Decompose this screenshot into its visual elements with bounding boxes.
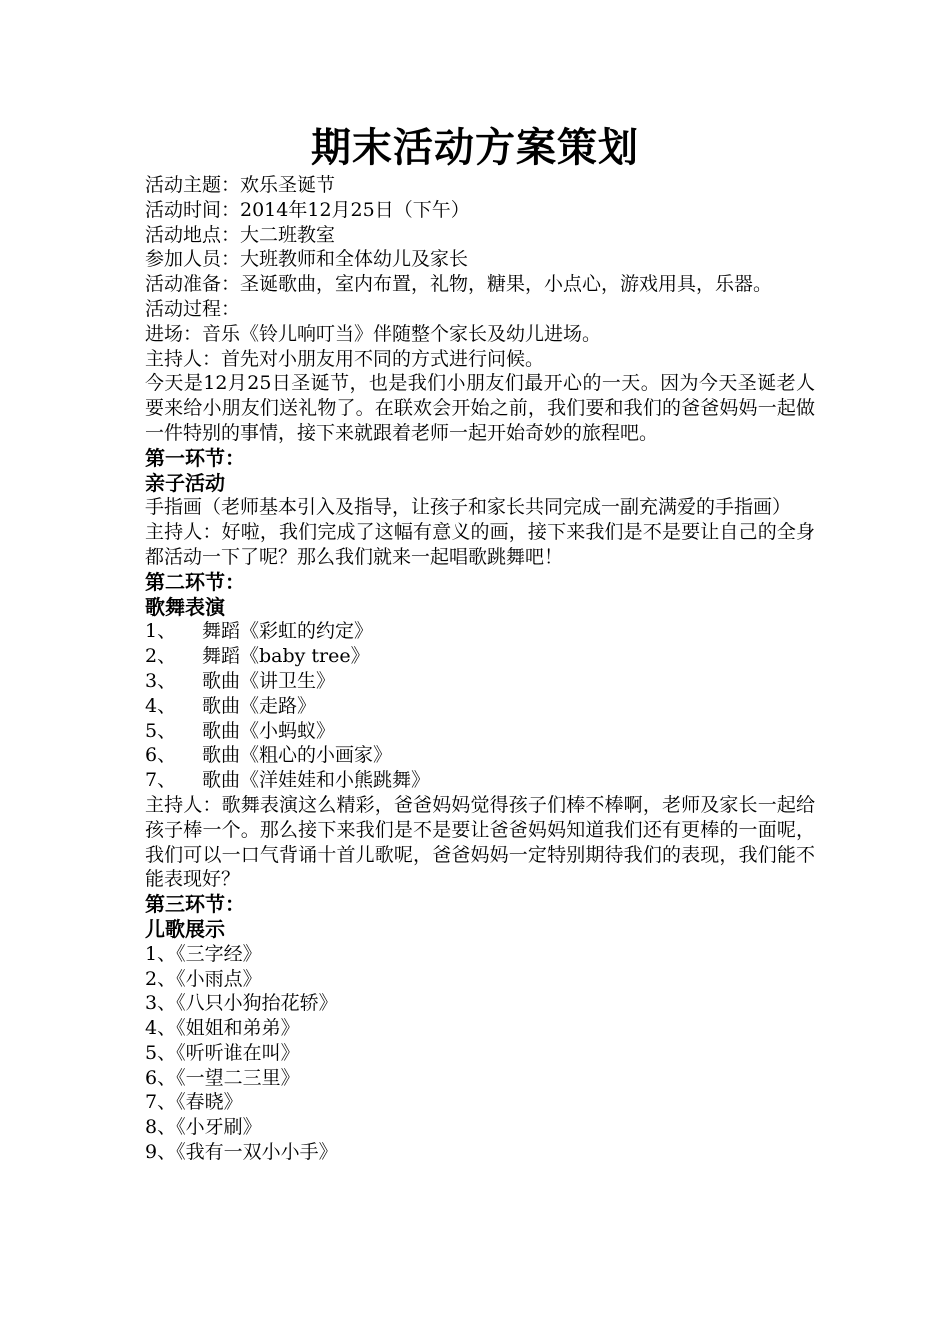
entrance-text: 进场：音乐《铃儿响叮当》伴随整个家长及幼儿进场。	[145, 322, 602, 345]
list-item: 6、《一望二三里》	[145, 1066, 300, 1089]
list-item-text: 歌曲《讲卫生》	[202, 669, 336, 692]
host-greeting: 主持人：首先对小朋友用不同的方式进行问候。	[145, 347, 545, 370]
list-item	[145, 669, 815, 694]
activity-process-label: 活动过程：	[145, 297, 241, 320]
list-item-number: 3、	[145, 669, 177, 692]
section1-name: 亲子活动	[145, 470, 225, 495]
list-item: 4、《姐姐和弟弟》	[145, 1017, 300, 1040]
section3-name: 儿歌展示	[145, 916, 225, 941]
list-item-text: 歌曲《洋娃娃和小熊跳舞》	[202, 769, 431, 792]
document-title: 期末活动方案策划	[311, 125, 639, 171]
list-item-number: 6、	[145, 744, 177, 767]
list-item-text: 舞蹈《彩虹的约定》	[202, 620, 374, 643]
section2-name: 歌舞表演	[145, 594, 225, 619]
intro-speech: 今天是12月25日圣诞节，也是我们小朋友们最开心的一天。因为今天圣诞老人要来给小朋友们送礼物了。在联欢会开始之前，我们要和我们的爸爸妈妈一起做一件特别的事情，接下来就跟着老师一起开始奇妙的旅程吧。	[145, 372, 815, 444]
nursery-rhyme-list	[145, 942, 815, 1165]
list-item: 5、《听听谁在叫》	[145, 1041, 300, 1064]
section2-heading: 第二环节：	[145, 569, 245, 594]
list-item: 8、《小牙刷》	[145, 1116, 262, 1139]
list-item-number: 5、	[145, 719, 177, 742]
list-item	[145, 743, 815, 768]
section2-host: 主持人：歌舞表演这么精彩，爸爸妈妈觉得孩子们棒不棒啊，老师及家长一起给孩子棒一个。那么接下来我们是不是要让爸爸妈妈知道我们还有更棒的一面呢，我们可以一口气背诵十首儿歌呢，爸爸妈妈一定特别期待我们的表现，我们能不能表现好？	[145, 793, 815, 891]
activity-time: 活动时间：2014年12月25日（下午）	[145, 198, 470, 221]
list-item-number: 2、	[145, 645, 177, 668]
list-item	[145, 644, 815, 669]
list-item: 2、《小雨点》	[145, 967, 262, 990]
list-item: 1、《三字经》	[145, 942, 262, 965]
document-body	[145, 173, 815, 1165]
section1-heading: 第一环节：	[145, 445, 245, 470]
list-item	[145, 719, 815, 744]
list-item: 7、《春晓》	[145, 1091, 243, 1114]
activity-preparation: 活动准备：圣诞歌曲，室内布置，礼物，糖果，小点心，游戏用具，乐器。	[145, 273, 773, 296]
activity-place: 活动地点：大二班教室	[145, 223, 336, 246]
list-item: 9、《我有一双小小手》	[145, 1141, 338, 1164]
list-item	[145, 619, 815, 644]
list-item-text: 歌曲《粗心的小画家》	[202, 744, 393, 767]
list-item-text: 歌曲《小蚂蚁》	[202, 719, 336, 742]
list-item-number: 4、	[145, 694, 177, 717]
list-item-text: 舞蹈《baby tree》	[202, 645, 370, 668]
performance-list	[145, 619, 815, 793]
list-item-text: 歌曲《走路》	[202, 694, 317, 717]
list-item: 3、《八只小狗抬花轿》	[145, 992, 338, 1015]
list-item-number: 7、	[145, 769, 177, 792]
list-item	[145, 768, 815, 793]
section3-heading: 第三环节：	[145, 892, 245, 917]
list-item	[145, 694, 815, 719]
activity-participants: 参加人员：大班教师和全体幼儿及家长	[145, 248, 469, 271]
section1-host: 主持人：好啦，我们完成了这幅有意义的画，接下来我们是不是要让自己的全身都活动一下了呢？那么我们就来一起唱歌跳舞吧！	[145, 521, 815, 568]
section1-description: 手指画（老师基本引入及指导，让孩子和家长共同完成一副充满爱的手指画）	[145, 496, 792, 519]
activity-theme: 活动主题：欢乐圣诞节	[145, 174, 336, 196]
list-item-number: 1、	[145, 620, 177, 643]
